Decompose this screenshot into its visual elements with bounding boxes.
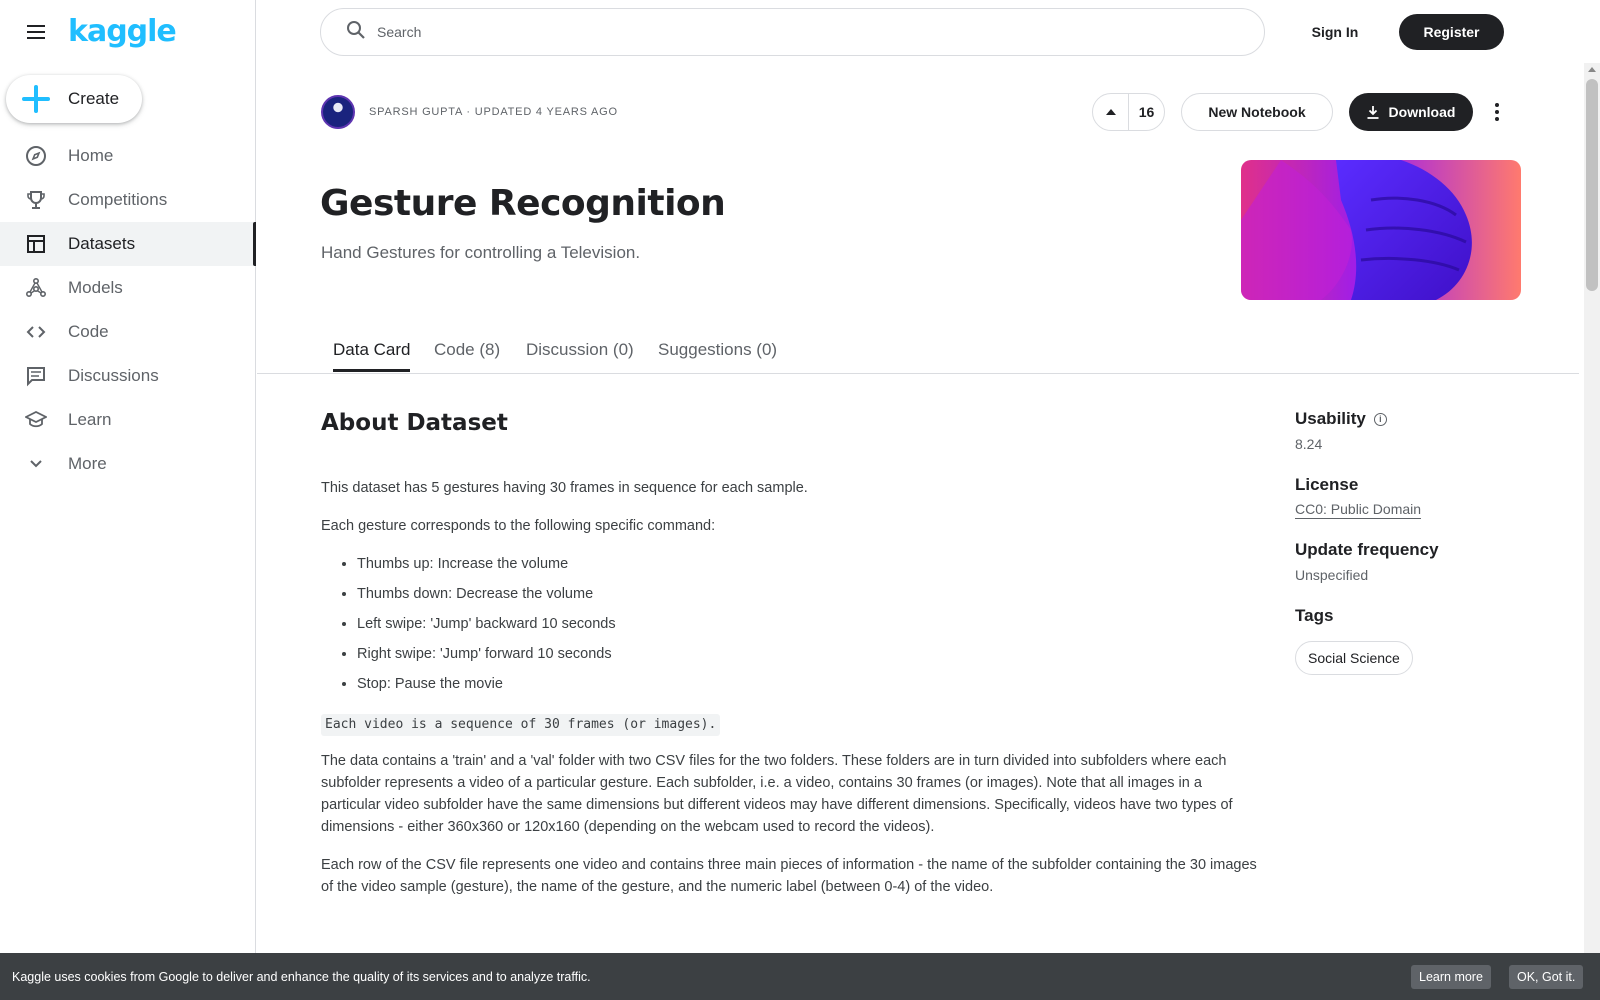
cookie-text: Kaggle uses cookies from Google to deliver and enhance the quality of its services and to analyze traffic. [12, 969, 591, 984]
comments-icon [24, 364, 48, 388]
code-icon [24, 320, 48, 344]
list-item: • Right swipe: 'Jump' forward 10 seconds [357, 643, 1261, 665]
page-title: Gesture Recognition [320, 183, 726, 224]
table-icon [24, 232, 48, 256]
sidebar-item-label: Competitions [68, 190, 168, 209]
upvote-button[interactable] [1093, 94, 1129, 130]
brand [24, 14, 176, 50]
usability-label: Usability [1295, 409, 1366, 428]
tags-block [1295, 605, 1545, 675]
cookie-banner [0, 953, 1600, 1000]
arrow-up-icon [1106, 109, 1116, 115]
upvote-widget [1092, 93, 1165, 131]
license-heading: License [1295, 475, 1359, 494]
sidebar-item-label: Models [68, 278, 123, 297]
update-frequency-block [1295, 539, 1545, 585]
dataset-description [321, 477, 1261, 914]
tag-chip[interactable]: Social Science [1295, 641, 1413, 675]
create-label: Create [68, 89, 120, 108]
gesture-list [357, 553, 1261, 695]
scrollbar-thumb[interactable] [1586, 79, 1598, 291]
usability-block [1295, 408, 1545, 454]
license-link[interactable]: CC0: Public Domain [1295, 501, 1422, 517]
models-icon [24, 276, 48, 300]
list-item: • Stop: Pause the movie [357, 673, 1261, 695]
tab-data-card[interactable]: Data Card [333, 340, 410, 372]
download-icon [1367, 106, 1379, 119]
new-notebook-button[interactable]: New Notebook [1181, 93, 1333, 131]
trophy-icon [24, 188, 48, 212]
search-bar[interactable] [320, 8, 1265, 56]
plus-icon [22, 85, 50, 113]
sidebar-item-more[interactable] [0, 442, 256, 486]
compass-icon [24, 144, 48, 168]
description-paragraph: This dataset has 5 gestures having 30 frames in sequence for each sample. [321, 480, 808, 496]
create-button[interactable] [6, 75, 142, 123]
sidebar-item-datasets[interactable] [0, 222, 256, 266]
list-item: • Left swipe: 'Jump' backward 10 seconds [357, 613, 1261, 635]
dataset-tabs [257, 324, 1579, 374]
update-frequency-value: Unspecified [1295, 567, 1369, 583]
page-scrollbar[interactable] [1584, 63, 1600, 1000]
sign-in-button[interactable]: Sign In [1311, 24, 1359, 40]
sidebar-item-label: Datasets [68, 234, 136, 253]
upvote-count: 16 [1138, 104, 1155, 120]
tab-suggestions[interactable]: Suggestions (0) [658, 340, 778, 359]
menu-icon[interactable] [24, 20, 48, 44]
update-frequency-heading: Update frequency [1295, 540, 1439, 559]
description-paragraph: The data contains a 'train' and a 'val' folder with two CSV files for the two folders. These folders are in turn divided into subfolders where each subfolder represents a video of a particular gesture. Each subfolder, i.e. a video, contains 30 frames (or images). Note that all images in a particular video subfolder have the same dimensions but different videos may have different dimensions. Specifically, videos have two types of dimensions - either 360x360 or 120x160 (depending on the webcam used to record the videos). [321, 753, 1233, 835]
about-heading: About Dataset [321, 410, 508, 436]
sidebar-nav [0, 134, 256, 486]
search-input[interactable] [377, 24, 1237, 40]
sidebar-item-label: Learn [68, 410, 112, 429]
search-icon [345, 19, 367, 46]
page-subtitle: Hand Gestures for controlling a Television. [321, 243, 641, 262]
dataset-cover-image [1241, 160, 1521, 300]
list-item: • Thumbs down: Decrease the volume [357, 583, 1261, 605]
code-snippet: Each video is a sequence of 30 frames (or images). [321, 714, 720, 736]
sidebar-item-label: Code [68, 322, 109, 341]
chevron-down-icon [24, 452, 48, 476]
sidebar [0, 0, 256, 1000]
sidebar-item-label: Home [68, 146, 114, 165]
tab-discussion[interactable]: Discussion (0) [526, 340, 634, 359]
sidebar-item-code[interactable] [0, 310, 256, 354]
sidebar-item-models[interactable] [0, 266, 256, 310]
ok-got-it-button[interactable]: OK, Got it. [1509, 965, 1583, 989]
sidebar-item-label: Discussions [68, 366, 159, 385]
dataset-meta-panel [1295, 408, 1545, 695]
info-icon[interactable]: i [1374, 413, 1387, 426]
tab-code[interactable]: Code (8) [434, 340, 501, 359]
sidebar-item-competitions[interactable] [0, 178, 256, 222]
kaggle-logo[interactable]: kaggle [68, 14, 176, 49]
school-icon [24, 408, 48, 432]
usability-score: 8.24 [1295, 436, 1323, 452]
more-options-icon[interactable] [1485, 96, 1509, 128]
download-button[interactable] [1349, 93, 1473, 131]
learn-more-button[interactable]: Learn more [1411, 965, 1491, 989]
avatar[interactable] [321, 95, 355, 129]
description-paragraph: Each gesture corresponds to the following specific command: [321, 518, 716, 534]
download-label: Download [1388, 104, 1456, 120]
sidebar-item-discussions[interactable] [0, 354, 256, 398]
sidebar-item-home[interactable] [0, 134, 256, 178]
usability-heading [1295, 408, 1545, 430]
description-paragraph: Each row of the CSV file represents one video and contains three main pieces of information - the name of the subfolder containing the 30 images of the video sample (gesture), the name of the gesture, and the numeric label (between 0-4) of the video. [321, 857, 1257, 895]
owner-updated-text: SPARSH GUPTA · UPDATED 4 YEARS AGO [369, 106, 618, 118]
sidebar-item-learn[interactable] [0, 398, 256, 442]
tags-heading: Tags [1295, 606, 1334, 625]
list-item: • Thumbs up: Increase the volume [357, 553, 1261, 575]
register-button[interactable]: Register [1399, 14, 1504, 50]
scroll-up-icon[interactable] [1588, 67, 1596, 72]
license-block [1295, 474, 1545, 519]
sidebar-item-label: More [68, 454, 107, 473]
owner-row [321, 94, 618, 130]
